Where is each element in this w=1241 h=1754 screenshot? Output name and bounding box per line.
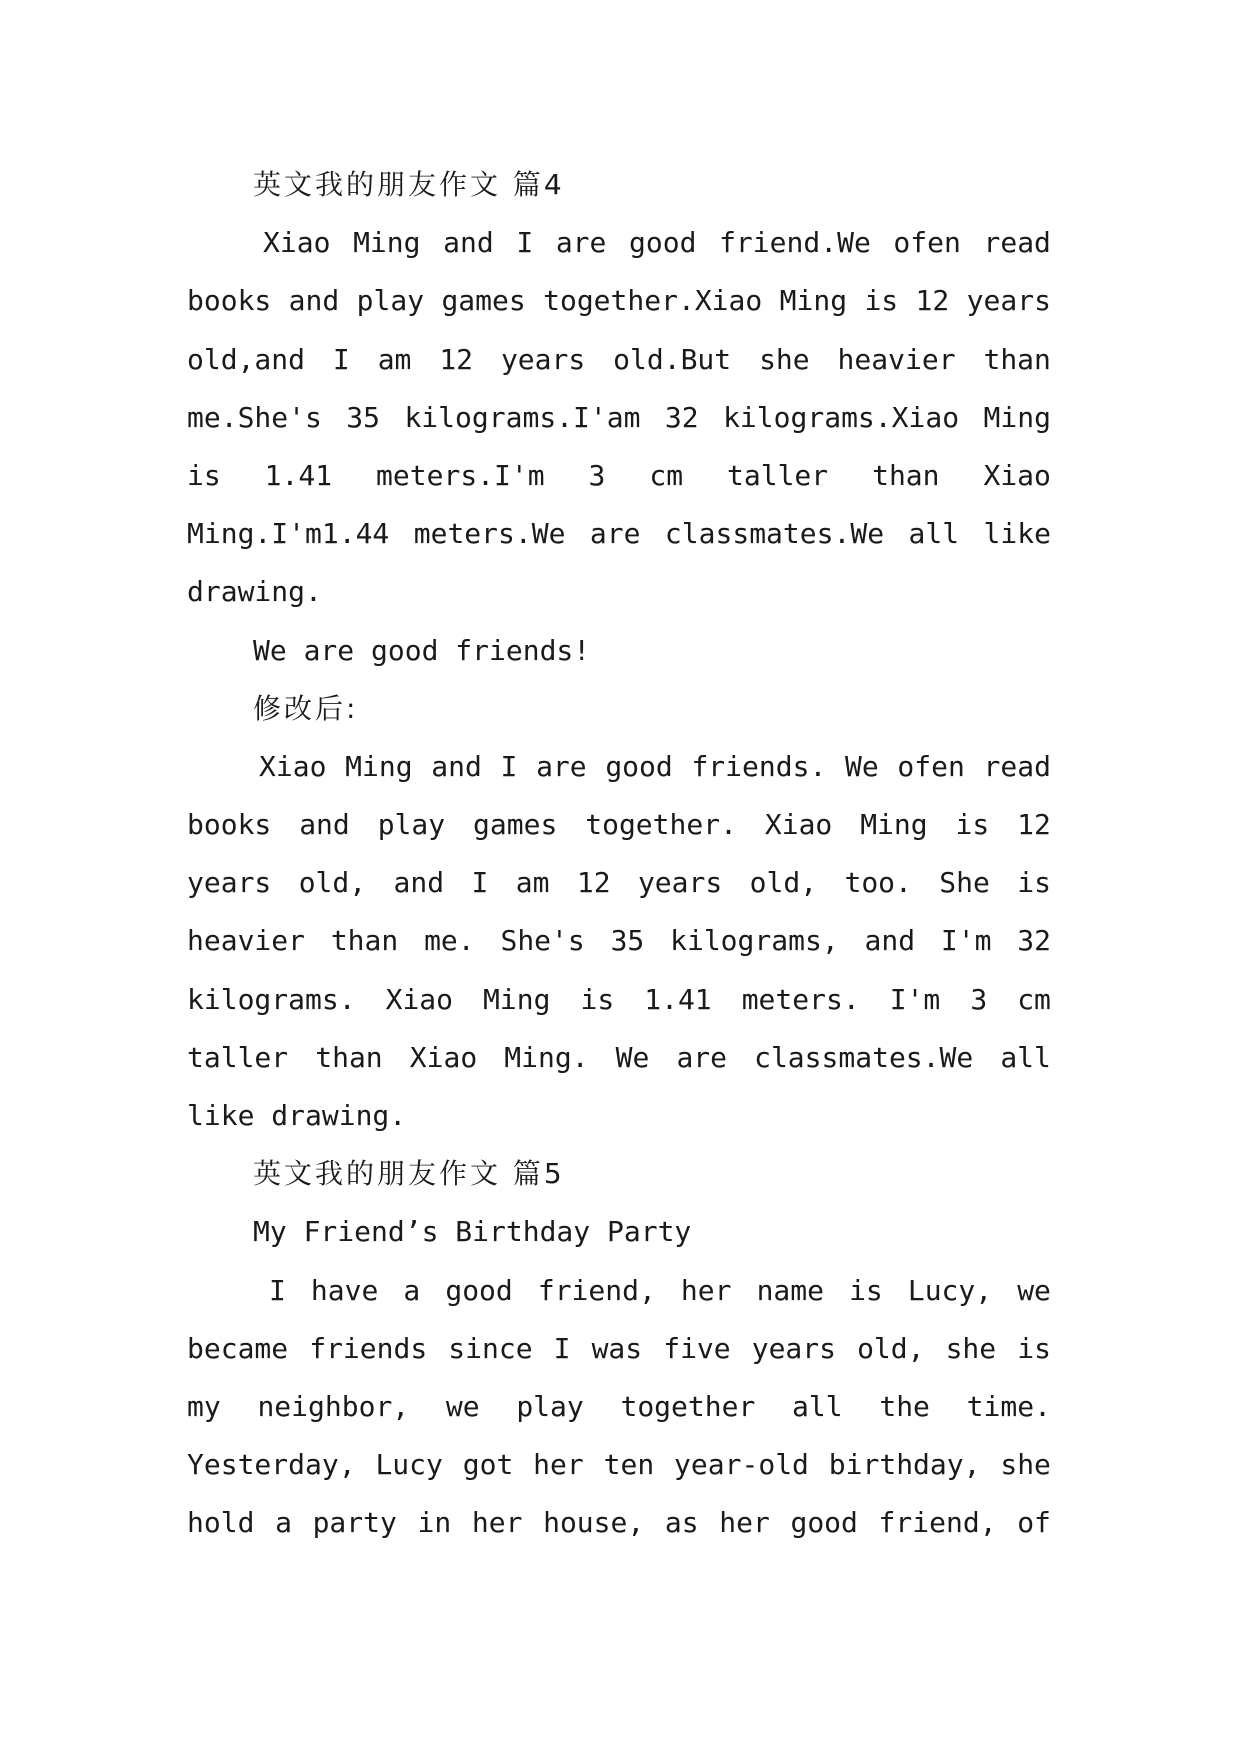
closing-line: We are good friends! xyxy=(253,633,591,667)
word: am xyxy=(377,342,412,376)
word: Ming xyxy=(345,749,413,783)
word: my xyxy=(187,1389,221,1423)
word: good xyxy=(629,226,697,260)
word: Ming. xyxy=(504,1040,589,1074)
word: years xyxy=(966,284,1051,318)
word: I xyxy=(269,1273,286,1307)
word: she xyxy=(1000,1448,1051,1482)
essay-title: My Friend’s Birthday Party xyxy=(253,1215,692,1249)
word: is xyxy=(580,982,615,1016)
word: is xyxy=(187,458,221,492)
word: friend, xyxy=(537,1273,656,1307)
word: birthday, xyxy=(828,1448,981,1482)
word: Xiao xyxy=(263,226,331,260)
word: I xyxy=(500,749,518,783)
word: I xyxy=(516,226,534,260)
word: We xyxy=(615,1040,650,1074)
section-heading: 英文我的朋友作文 篇4 xyxy=(253,168,565,201)
word: 35 xyxy=(346,400,381,434)
word: is xyxy=(864,284,899,318)
word: 3 xyxy=(588,458,606,492)
word: her xyxy=(680,1273,732,1307)
paragraph-line xyxy=(187,1494,1051,1552)
word: Ming xyxy=(353,226,421,260)
word: friend, xyxy=(878,1506,997,1540)
paragraph-line xyxy=(187,389,1051,447)
word: is xyxy=(849,1273,883,1307)
paragraph-line xyxy=(187,1436,1051,1494)
paragraph-line: like drawing. xyxy=(187,1099,407,1132)
word: Xiao xyxy=(983,458,1051,492)
word: 1.41 xyxy=(264,458,333,492)
word: I xyxy=(471,866,489,900)
word: old, xyxy=(298,866,367,900)
word: a xyxy=(403,1273,421,1307)
word: together.Xiao xyxy=(543,284,763,318)
paragraph-line xyxy=(187,1320,1051,1378)
word: Ming xyxy=(860,808,928,842)
word: meters.We xyxy=(413,517,566,551)
word: she xyxy=(759,342,810,376)
word: games xyxy=(441,284,526,318)
word: house, xyxy=(543,1506,645,1540)
word: than xyxy=(983,342,1051,376)
word: we xyxy=(445,1389,480,1423)
word: good xyxy=(445,1273,513,1307)
word: together xyxy=(620,1389,756,1423)
word: have xyxy=(310,1273,379,1307)
word: Yesterday, xyxy=(187,1448,356,1482)
word: her xyxy=(471,1506,523,1540)
word: she xyxy=(945,1331,997,1365)
word: Xiao xyxy=(259,749,327,783)
word: her xyxy=(719,1506,770,1540)
word: than xyxy=(872,458,940,492)
paragraph-line xyxy=(187,971,1051,1029)
word: time. xyxy=(966,1389,1051,1423)
paragraph-line xyxy=(187,796,1051,854)
word: I'm xyxy=(940,924,992,958)
word: neighbor, xyxy=(257,1389,410,1423)
paragraph-line xyxy=(187,505,1051,563)
word: Xiao xyxy=(385,982,454,1016)
word: heavier xyxy=(187,924,306,958)
word: friends xyxy=(309,1331,428,1365)
word: we xyxy=(1017,1273,1051,1307)
word: a xyxy=(275,1506,292,1540)
word: five xyxy=(663,1331,731,1365)
paragraph-line xyxy=(187,447,1051,505)
word: games xyxy=(473,808,558,842)
word: Ming.I'm1.44 xyxy=(187,517,390,551)
paragraph-line xyxy=(187,1378,1051,1436)
word: old, xyxy=(857,1331,925,1365)
word: the xyxy=(879,1389,930,1423)
word: old.But xyxy=(613,342,732,376)
word: Lucy, xyxy=(907,1273,993,1307)
word: of xyxy=(1017,1506,1051,1540)
word: Ming xyxy=(779,284,848,318)
paragraph-line xyxy=(187,854,1051,912)
word: read xyxy=(983,226,1051,260)
word: 35 xyxy=(610,924,645,958)
word: and xyxy=(864,924,916,958)
word: 12 xyxy=(915,284,950,318)
word: together. xyxy=(585,808,737,842)
word: Xiao xyxy=(409,1040,478,1074)
word: and xyxy=(431,749,482,783)
word: I xyxy=(553,1331,571,1365)
word: party xyxy=(312,1506,397,1540)
word: in xyxy=(417,1506,452,1540)
word: We xyxy=(845,749,879,783)
word: read xyxy=(983,749,1051,783)
word: taller xyxy=(187,1040,289,1074)
word: kilograms.I'am xyxy=(404,400,641,434)
word: I xyxy=(332,342,350,376)
word: play xyxy=(516,1389,584,1423)
word: 12 xyxy=(576,866,611,900)
word: cm xyxy=(1017,982,1051,1016)
paragraph-line xyxy=(187,272,1051,330)
word: me.She's xyxy=(187,400,322,434)
word: all xyxy=(1000,1040,1051,1074)
word: year-old xyxy=(674,1448,809,1482)
word: Ming xyxy=(483,982,551,1016)
word: books xyxy=(187,808,272,842)
paragraph-line: drawing. xyxy=(187,575,322,609)
word: ofen xyxy=(893,226,961,260)
word: old,and xyxy=(187,342,306,376)
word: her xyxy=(533,1448,584,1482)
word: 12 xyxy=(439,342,474,376)
word: are xyxy=(536,749,587,783)
word: all xyxy=(792,1389,843,1423)
document-body xyxy=(187,156,1051,1553)
word: classmates.We xyxy=(754,1040,974,1074)
word: as xyxy=(664,1506,699,1540)
word: am xyxy=(515,866,550,900)
word: than xyxy=(315,1040,383,1074)
word: I'm xyxy=(889,982,941,1016)
word: 1.41 xyxy=(644,982,712,1016)
word: friend.We xyxy=(719,226,871,260)
word: name xyxy=(756,1273,824,1307)
word: Xiao xyxy=(764,808,833,842)
paragraph-line xyxy=(187,1029,1051,1087)
word: meters. xyxy=(741,982,860,1016)
section-heading: 英文我的朋友作文 篇5 xyxy=(253,1157,565,1191)
word: classmates.We xyxy=(664,517,885,551)
word: meters.I'm xyxy=(376,458,545,492)
word: 3 xyxy=(970,982,988,1016)
word: like xyxy=(983,517,1051,551)
word: play xyxy=(356,284,425,318)
word: all xyxy=(908,517,960,551)
word: was xyxy=(591,1331,643,1365)
word: She's xyxy=(500,924,585,958)
word: years xyxy=(751,1331,837,1365)
word: cm xyxy=(649,458,684,492)
word: 32 xyxy=(1017,924,1051,958)
paragraph-line xyxy=(187,331,1051,389)
word: friends. xyxy=(691,749,827,783)
word: is xyxy=(1017,866,1051,900)
word: is xyxy=(1017,1331,1051,1365)
word: and xyxy=(288,284,340,318)
word: 32 xyxy=(664,400,699,434)
paragraph-line xyxy=(187,1262,1051,1320)
word: play xyxy=(377,808,446,842)
word: books xyxy=(187,284,272,318)
word: years xyxy=(637,866,723,900)
word: years xyxy=(187,866,272,900)
word: are xyxy=(555,226,607,260)
word: Ming xyxy=(983,400,1051,434)
word: and xyxy=(393,866,445,900)
word: is xyxy=(955,808,990,842)
word: hold xyxy=(187,1506,255,1540)
word: years xyxy=(500,342,586,376)
paragraph-line xyxy=(187,738,1051,796)
word: than xyxy=(330,924,399,958)
word: and xyxy=(299,808,350,842)
word: too. xyxy=(844,866,912,900)
word: She xyxy=(939,866,990,900)
word: ten xyxy=(603,1448,655,1482)
paragraph-line xyxy=(187,912,1051,970)
word: kilograms, xyxy=(670,924,839,958)
word: good xyxy=(605,749,673,783)
word: old, xyxy=(749,866,818,900)
word: are xyxy=(676,1040,728,1074)
paragraph-line xyxy=(187,214,1051,272)
word: and xyxy=(443,226,494,260)
word: me. xyxy=(424,924,475,958)
word: got xyxy=(462,1448,514,1482)
word: are xyxy=(589,517,641,551)
word: since xyxy=(448,1331,533,1365)
word: heavier xyxy=(837,342,956,376)
revised-label: 修改后: xyxy=(253,691,359,725)
word: became xyxy=(187,1331,289,1365)
word: good xyxy=(790,1506,858,1540)
word: ofen xyxy=(897,749,965,783)
word: Lucy xyxy=(375,1448,443,1482)
word: taller xyxy=(727,458,829,492)
word: kilograms. xyxy=(187,982,356,1016)
word: kilograms.Xiao xyxy=(723,400,960,434)
word: 12 xyxy=(1017,808,1051,842)
